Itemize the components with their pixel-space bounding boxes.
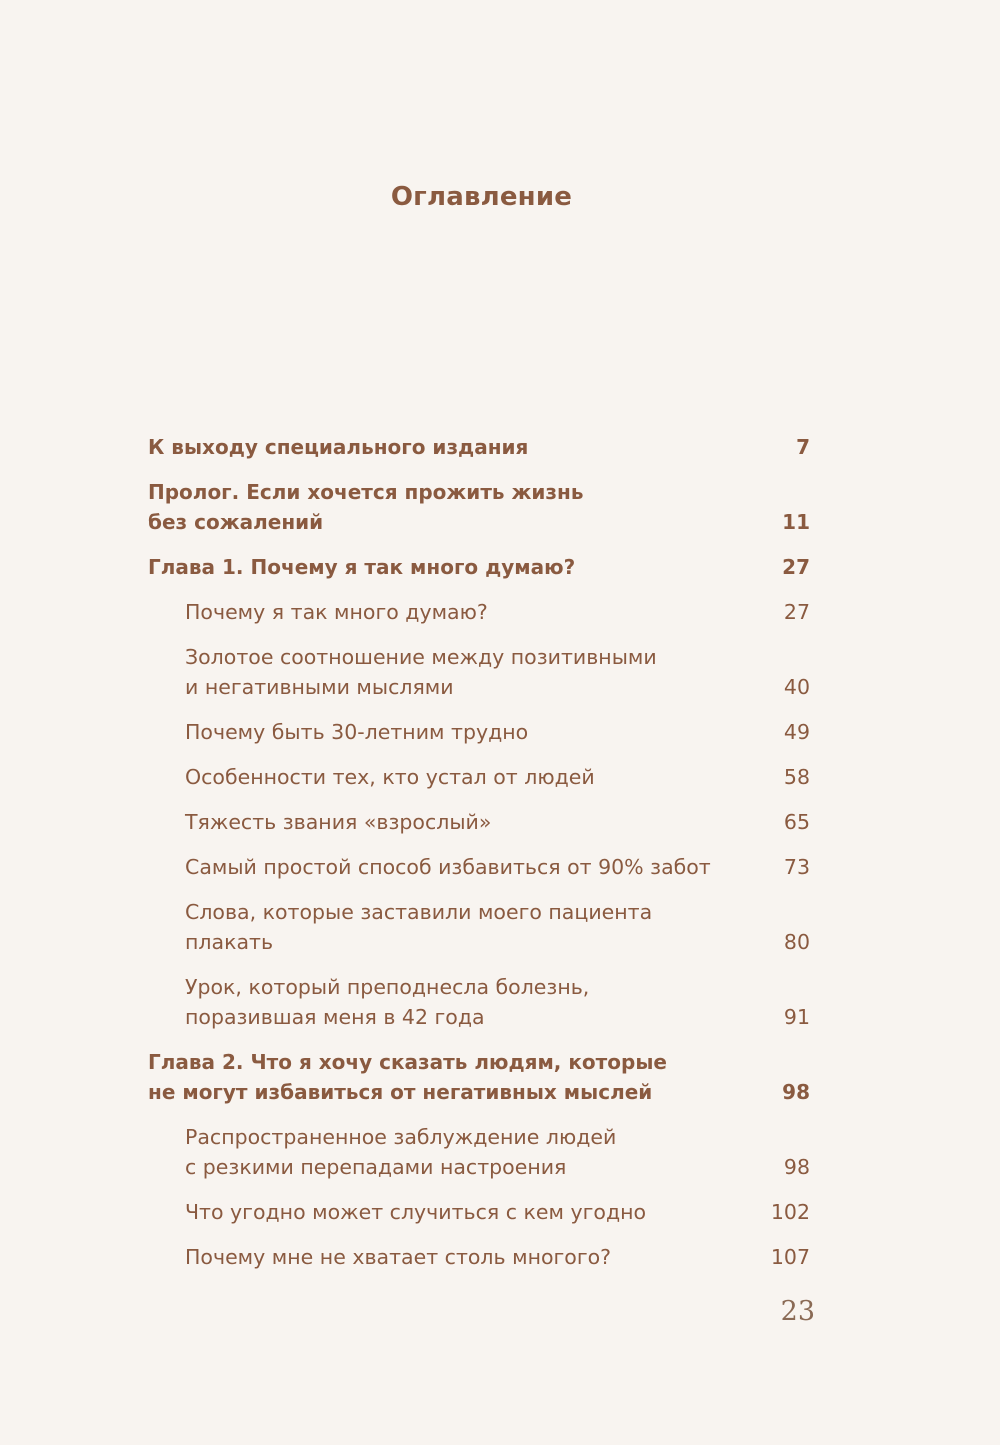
toc-entry-page: 98 <box>782 1080 810 1104</box>
toc-entry-title: Урок, который преподнесла болезнь, поразившая меня в 42 года <box>185 975 590 1029</box>
toc-entry-page: 65 <box>783 810 810 834</box>
toc-entry-title: Почему я так много думаю? <box>185 600 488 624</box>
toc-entry-page: 102 <box>770 1200 810 1224</box>
toc-entry-page: 91 <box>783 1005 810 1029</box>
toc-entry-title: Особенности тех, кто устал от людей <box>185 765 595 789</box>
toc-entry-page: 27 <box>782 555 810 579</box>
toc-subentry[interactable] <box>148 1242 810 1272</box>
toc-subentry[interactable] <box>148 807 810 837</box>
toc-entry-page: 40 <box>783 675 810 699</box>
toc-entry-page: 58 <box>783 765 810 789</box>
toc-entry[interactable] <box>148 1047 810 1107</box>
toc-subentry[interactable] <box>148 852 810 882</box>
toc-entry-title: Глава 2. Что я хочу сказать людям, которые не могут избавиться от негативных мыслей <box>148 1050 667 1104</box>
toc-entry-page: 107 <box>770 1245 810 1269</box>
toc-entry-title: Самый простой способ избавиться от 90% забот <box>185 855 711 879</box>
toc-subentry[interactable] <box>148 897 810 957</box>
toc-entry-title: К выходу специального издания <box>148 435 529 459</box>
toc-entry-title: Пролог. Если хочется прожить жизнь без сожалений <box>148 480 584 534</box>
toc-entry-page: 7 <box>796 435 810 459</box>
toc-subentry[interactable] <box>148 972 810 1032</box>
toc-entry-title: Распространенное заблуждение людей с резкими перепадами настроения <box>185 1125 617 1179</box>
page-title: Оглавление <box>390 182 573 212</box>
toc-entry-page: 11 <box>782 510 810 534</box>
toc-entry-title: Почему быть 30-летним трудно <box>185 720 529 744</box>
toc-entry-title: Золотое соотношение между позитивными и негативными мыслями <box>185 645 657 699</box>
toc-entry-page: 27 <box>783 600 810 624</box>
toc-entry-page: 49 <box>783 720 810 744</box>
toc-entry[interactable] <box>148 432 810 462</box>
toc-subentry[interactable] <box>148 1122 810 1182</box>
page-number: 23 <box>780 1296 815 1327</box>
toc-entry-title: Тяжесть звания «взрослый» <box>185 810 492 834</box>
toc-subentry[interactable] <box>148 717 810 747</box>
toc-entry-page: 98 <box>783 1155 810 1179</box>
toc-subentry[interactable] <box>148 597 810 627</box>
toc-entry-page: 73 <box>783 855 810 879</box>
table-of-contents <box>148 432 810 1287</box>
toc-entry-title: Глава 1. Почему я так много думаю? <box>148 555 576 579</box>
toc-entry-title: Слова, которые заставили моего пациента плакать <box>185 900 653 954</box>
toc-subentry[interactable] <box>148 642 810 702</box>
toc-entry[interactable] <box>148 552 810 582</box>
toc-entry-page: 80 <box>783 930 810 954</box>
toc-subentry[interactable] <box>148 1197 810 1227</box>
toc-subentry[interactable] <box>148 762 810 792</box>
toc-entry-title: Что угодно может случиться с кем угодно <box>185 1200 647 1224</box>
toc-entry-title: Почему мне не хватает столь многого? <box>185 1245 612 1269</box>
toc-entry[interactable] <box>148 477 810 537</box>
